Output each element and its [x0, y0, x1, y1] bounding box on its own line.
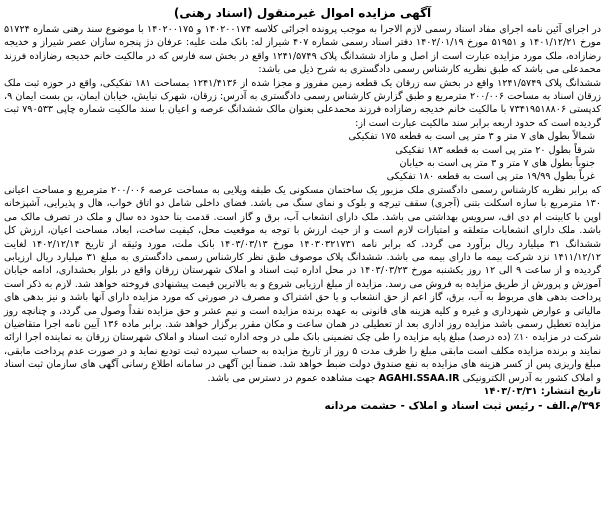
boundary-south: جنوباً بطول های ۷ متر و ۳ متر پی است به خیابان — [399, 158, 595, 170]
auction-notice — [4, 4, 601, 515]
boundary-east: شرقاً بطول ۲۰ متر پی است به قطعه ۱۸۳ تفکیکی — [395, 144, 595, 156]
website-address: AGAHI.SSAA.IR — [378, 372, 460, 384]
boundary-west: غرباً بطول ۱۹/۹۹ متر پی است به قطعه ۱۸۰ تفکیکی — [386, 171, 595, 183]
intro-paragraph: در اجرای آئین نامه اجرای مفاد اسناد رسمی لازم الاجرا به موجب پرونده اجرائی کلاسه ۱۴۰۲۰۰۱۷۴ و ۱۴۰۲۰۰۱۷۵ با موضوع سند رهنی شماره ۵۱۷۲۴ مورخ ۱۴۰۱/۱۲/۲۱ و ۵۱۹۵۱ مورخ ۱۴۰۲/۰۱/۱۹ دفتر اسناد رسمی شماره ۴۰۷ شیراز له: بانک ملت علیه: عرفان دژ پنجره سازان عصر شیراز و خدیجه رضازاده، ملک مورد مزایده عبارت است از اصل و مازاد ششدانگ پلاک ۱۲۴۱/۵۷۴۹ واقع در بخش سه فارس که در مالکیت خانم خدیجه رضازاده فرزند محمدعلی می باشد که طبق نظریه کارشناس رسمی دادگستری به شرح ذیل می باشد: — [4, 24, 601, 76]
terms-paragraph — [4, 184, 601, 385]
property-description: ششدانگ پلاک ۱۲۴۱/۵۷۴۹ واقع در بخش سه زرقان یک قطعه زمین مفروز و مجزا شده از ۱۲۴۱/۴۱۳۶ بمساحت ۱۸۱ تفکیکی، واقع در حوزه ثبت ملک زرقان اسناد به مساحت ۲۰۰/۰۰۶ مترمربع و طبق گزارش کارشناس رسمی دادگستری به آدرس: زرقان، شهرک نیایش، خیابان ایمان، بن بست ایمان ۹، کدپستی ۷۳۴۱۹۵۱۸۸۰۶ با مالکیت خانم خدیجه رضازاده فرزند محمدعلی بعنوان مالک ششدانگ عرصه و اعیان با سند مالکیت شماره چاپی ۷۹۰۵۳۳ ثبت گردیده است که حدود اربعه برابر سند مالکیت عبارت است از: — [4, 77, 602, 129]
publish-date: تاریخ انتشار: ۱۴۰۳/۰۳/۳۱ — [483, 385, 601, 397]
terms-text: که برابر نظریه کارشناس رسمی دادگستری ملک مزبور یک ساختمان مسکونی یک طبقه ویلایی به مساحت عرصه ۲۰۰/۰۰۶ مترمربع و مساحت اعیانی ۱۳۰ مترمربع با سازه اسکلت بتنی (آجری) سقف تیرچه و بلوک و نمای سنگ می باشد. فضای داخلی شامل دو اتاق خواب، هال و پذیرایی، آشپزخانه اوپن با کابینت ام دی اف، سرویس بهداشتی می باشد. ملک دارای انشعاب آب، برق و گاز است. قدمت بنا حدود ده سال و ملک در تصرف مالک می باشد. ملک دارای انشعابات متعلقه و امتیازات لازم است و از حیث ارزش با توجه به موقعیت محل، کیفیت ساخت، ابعاد، مساحت اعیان، ارزش کل ششدانگ ۳۱ میلیارد ریال برآورد می گردد. که برابر نامه ۱۴۰۳۰۳۲۱۷۳۱ مورخ ۱۴۰۳/۰۳/۱۳ بانک ملت، مورد وثیقه از تاریخ ۱۴۰۲/۱۲/۱۴ لغایت ۱۴۱۱/۱۲/۱۲ نزد شرکت بیمه ما دارای بیمه می باشد. ششدانگ پلاک موصوف طبق نظر کارشناس رسمی دادگستری به مبلغ ۳۱ میلیارد ریال ارزیابی گردیده و از ساعت ۹ الی ۱۲ روز یکشنبه مورخ ۱۴۰۳/۰۳/۲۳ در محل اداره ثبت اسناد و املاک شهرستان زرقان واقع در بلوار بخشداری، ادامه خیابان آموزش و پرورش از طریق مزایده به فروش می رسد. مزایده از مبلغ ارزیابی شروع و به بالاترین قیمت پیشنهادی فروخته خواهد شد. لازم به ذکر است پرداخت بدهی های مربوط به آب، برق، گاز اعم از حق انشعاب و یا حق اشتراک و مصرف در صورتی که مورد مزایده دارای آنها باشد و نیز بدهی های مالیاتی و عوارض شهرداری و غیره و کلیه هزینه های قانونی به عهده برنده مزایده است و نیم عشر و حق مزایده نقداً وصول می گردد، و چنانچه روز مزایده تعطیل رسمی باشد مزایده روز اداری بعد از تعطیلی در همان ساعت و مکان مقرر برگزار خواهد شد. برابر ماده ۱۳۶ آیین نامه اجرا متقاضیان شرکت در مزایده ۱۰٪ (ده درصد) مبلغ پایه مزایده را طی چک تضمینی بانک ملی در وجه اداره ثبت اسناد و املاک شهرستان زرقان به نماینده اجرا ارائه نمایند و برنده مزایده مکلف است مابقی مبلغ را ظرف مدت ۵ روز از تاریخ مزایده به حساب سپرده ثبت تودیع نماید و در صورت عدم پرداخت مابقی، مبلغ واریزی پس از کسر هزینه های مزایده به نفع صندوق دولت ضبط خواهد شد. ضمناً این آگهی در سامانه اطلاع رسانی آگهی های سازمان ثبت اسناد و املاک کشور به آدرس الکترونیکی — [4, 184, 602, 384]
signature-line: ۳۹۶/م.الف - رئیس ثبت اسناد و املاک - حشمت مردانه — [324, 400, 601, 413]
terms-end: جهت مشاهده عموم در دسترس می باشد. — [207, 372, 376, 384]
notice-title: آگهی مزایده اموال غیرمنقول (اسناد رهنی) — [173, 6, 432, 20]
boundary-north: شمالاً بطول های ۷ متر و ۳ متر پی است به قطعه ۱۷۵ تفکیکی — [348, 131, 595, 143]
